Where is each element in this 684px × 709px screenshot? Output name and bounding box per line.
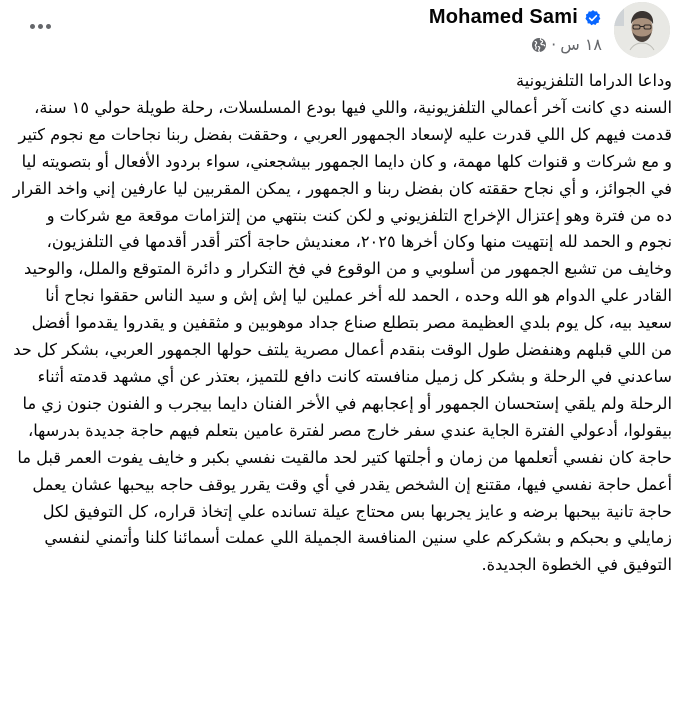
author-avatar[interactable] (614, 2, 670, 58)
more-options-button[interactable] (22, 14, 58, 38)
more-options-icon (30, 24, 35, 29)
verified-badge-icon (584, 9, 602, 27)
author-block (429, 6, 602, 54)
globe-icon[interactable] (531, 37, 547, 53)
post-header (0, 0, 684, 64)
post-body-text: السنه دي كانت آخر أعمالي التلفزيونية، واللي فيها بودع المسلسلات، رحلة طويلة حولي ١٥ سنة، قدمت فيهم كل اللي قدرت عليه لإسعاد الجمهور العربي ، وحققت بفضل ربنا نجاحات مع نجوم كتير و مع شركات و قنوات كلها مهمة، و كان دايما الجمهور بيشجعني، سواء بردود الأفعال أو بتصويته ليا في الجوائز، و أي نجاح حققته كان بفضل ربنا و الجمهور ، يمكن المقربين ليا عارفين إني واخد القرار ده من فترة وهو إعتزال الإخراج التلفزيوني و لكن كنت بنتهي من إلتزامات موقعة مع شركات و نجوم و الحمد لله إنتهيت منها وكان أخرها ٢٠٢٥، معنديش حاجة أكتر أقدر أقدمها في التلفزيون، وخايف من تشبع الجمهور من أسلوبي و من الوقوع في فخ التكرار و دائرة المتوقع والملل، والوحيد القادر علي الدوام هو الله وحده ، الحمد لله أخر عملين ليا إش إش و سيد الناس حققوا نجاح أنا سعيد بيه، كل يوم بلدي العظيمة مصر بتطلع صناع جداد موهوبين و مثقفين و يقدروا يقدموا أفضل من اللي قبلهم وهنفضل طول الوقت بنقدم أعمال مصرية يلتف حولها الجمهور العربي، بشكر كل حد ساعدني في الرحلة و بشكر كل زميل منافسته كانت دافع للتميز، بعتذر عن أي مشهد قدمته أثناء الرحلة ولم يلقي إستحسان الجمهور أو إعجابهم في الأخر الفنان دايما بيجرب و الفنون جنون زي ما بيقولوا، أدعولي الفترة الجاية عندي سفر خارج مصر لفترة عامين بتعلم فيهم حاجة جديدة بدرسها، حاجة كان نفسي أتعلمها من زمان و أجلتها كتير لحد مالقيت نفسي بكبر و خايف يفوت العمر قبل ما أعمل حاجة نفسي فيها، مقتنع إن الشخص يقدر في أي وقت يقرر يوقف حاجه بيحبها عشان يعمل حاجة تانية بيحبها برضه و عايز يجربها بس محتاج عيلة تسانده علي إتخاذ قراره، كل التوفيق لكل زمايلي و بحبكم و بشكركم علي سنين المنافسة الجميلة اللي عملت أسمائنا كلنا وأتمني لنفسي التوفيق في الخطوة الجديدة. (12, 97, 672, 575)
post-timestamp[interactable]: ١٨ س (560, 35, 602, 54)
author-row (429, 6, 602, 29)
author-name-link[interactable]: Mohamed Sami (428, 6, 578, 28)
post-meta (429, 35, 602, 54)
post-title-line: وداعا الدراما التلفزيونية (516, 71, 672, 90)
post-body (12, 68, 672, 579)
meta-separator: · (551, 35, 557, 54)
